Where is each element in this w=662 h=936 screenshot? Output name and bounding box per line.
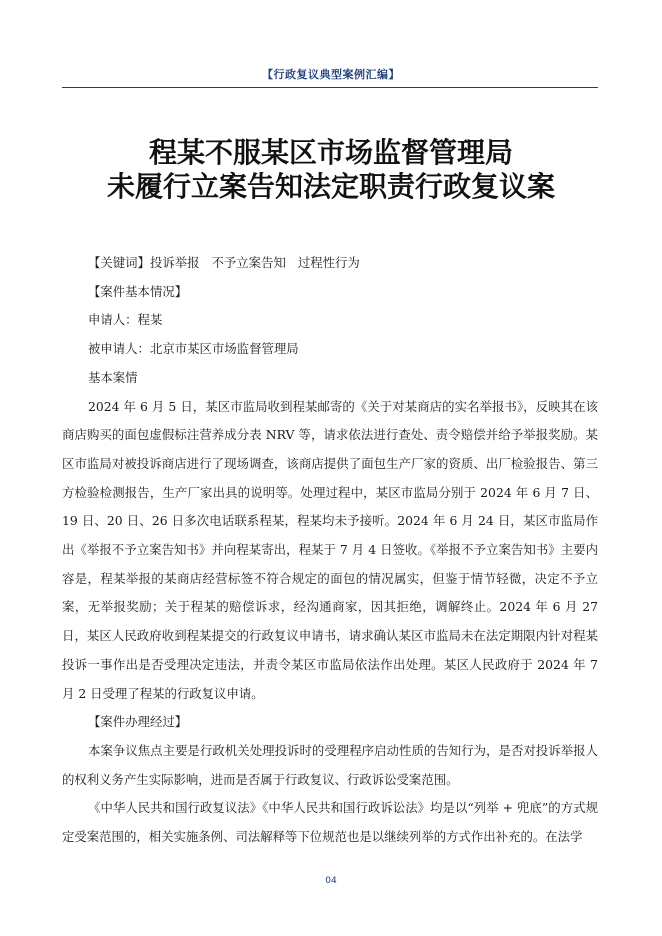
- keyword: 投诉举报: [149, 255, 200, 270]
- title-line-1: 程某不服某区市场监督管理局: [148, 136, 513, 169]
- document-body: [62, 249, 598, 852]
- section-heading-process: 【案件办理经过】: [88, 714, 188, 730]
- header-divider: [62, 87, 598, 88]
- applicant-line: 申请人：程某: [88, 312, 163, 328]
- keyword: 不予立案告知: [211, 255, 286, 270]
- page-number: 04: [325, 876, 337, 886]
- title-line-2: 未履行立案告知法定职责行政复议案: [106, 170, 555, 203]
- respondent-line: 被申请人：北京市某区市场监督管理局: [88, 341, 299, 357]
- document-title: [0, 136, 662, 204]
- facts-paragraph: 2024 年 6 月 5 日，某区市监局收到程某邮寄的《关于对某商店的实名举报书》，反映其在该商店购买的面包虚假标注营养成分表 NRV 等，请求依法进行查处、责令赔偿并给予举报奖励。某区市监局对被投诉商店进行了现场调查，该商店提供了面包生产厂家的资质、出厂检验报告、第三方检验检测报告，生产厂家出具的说明等。处理过程中，某区市监局分别于 2024 年 6 月 7 日、19 日、20 日、26 日多次电话联系程某，程某均未予接听。2024 年 6 月 24 日，某区市监局作出《举报不予立案告知书》并向程某寄出，程某于 7 月 4 日签收。《举报不予立案告知书》主要内容是，程某举报的某商店经营标签不符合规定的面包的情况属实，但鉴于情节轻微，决定不予立案，无举报奖励；关于程某的赔偿诉求，经沟通商家，因其拒绝，调解终止。2024 年 6 月 27 日，某区人民政府收到程某提交的行政复议申请书，请求确认某区市监局未在法定期限内针对程某投诉一事作出是否受理决定违法，并责令某区市监局依法作出处理。某区人民政府于 2024 年 7 月 2 日受理了程某的行政复议申请。: [62, 398, 598, 701]
- process-paragraph-1: 本案争议焦点主要是行政机关处理投诉时的受理程序启动性质的告知行为，是否对投诉举报人的权利义务产生实际影响，进而是否属于行政复议、行政诉讼受案范围。: [62, 742, 598, 787]
- process-paragraph-2: 《中华人民共和国行政复议法》《中华人民共和国行政诉讼法》均是以“列举 + 兜底”的方式规定受案范围的，相关实施条例、司法解释等下位规范也是以继续列举的方式作出补充的。在法学: [62, 800, 598, 845]
- keyword: 过程性行为: [297, 255, 360, 270]
- keywords-label: 【关键词】: [88, 255, 150, 270]
- facts-heading: 基本案情: [88, 369, 138, 385]
- keywords-line: [62, 249, 598, 278]
- section-heading-basic: 【案件基本情况】: [88, 283, 188, 299]
- running-header: 【行政复议典型案例汇编】: [262, 68, 400, 81]
